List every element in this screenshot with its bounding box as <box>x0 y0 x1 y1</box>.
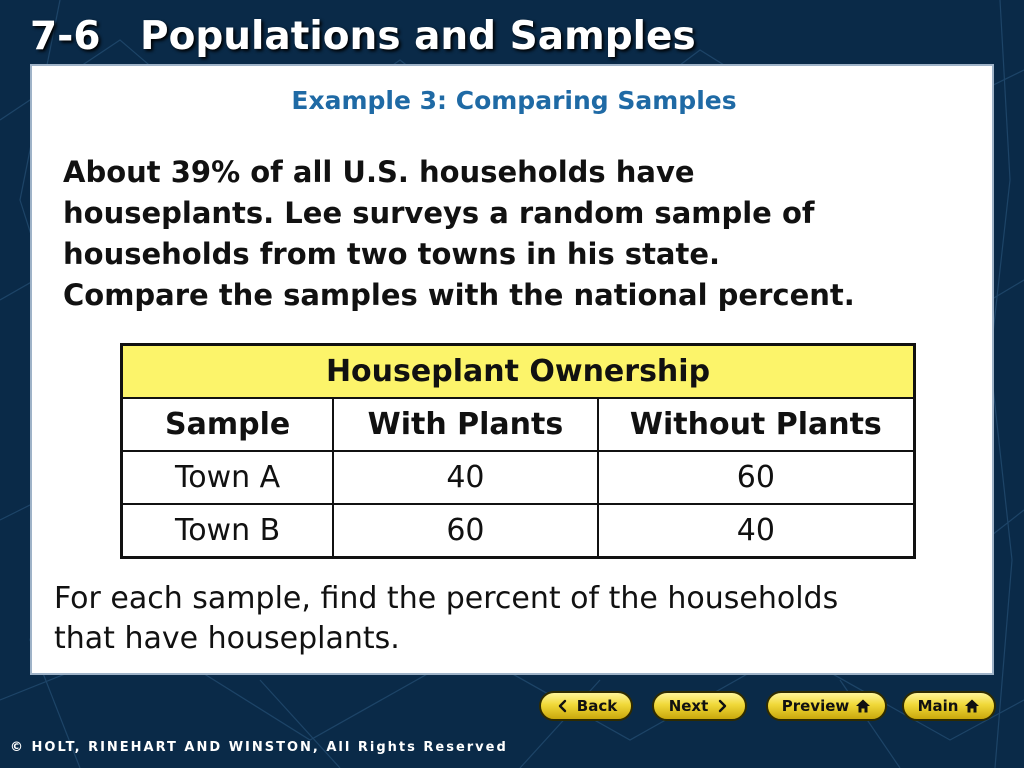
table-header-row <box>122 398 915 451</box>
column-header: Without Plants <box>598 398 915 451</box>
lesson-title <box>30 14 696 70</box>
example-heading: Example 3: Comparing Samples <box>291 86 737 115</box>
lesson-number: 7-6 <box>30 14 101 59</box>
table-cell: 40 <box>333 451 598 504</box>
instruction-text: For each sample, find the percent of the households that have houseplants. <box>54 581 839 656</box>
chevron-left-icon <box>555 698 571 714</box>
table-row <box>122 451 915 504</box>
preview-button[interactable] <box>766 691 887 721</box>
table-cell: Town A <box>122 451 334 504</box>
column-header: Sample <box>122 398 334 451</box>
problem-text: About 39% of all U.S. households have houseplants. Lee surveys a random sample of households from two towns in his state. Compare the samples with the national percent. <box>63 155 855 312</box>
table-caption: Houseplant Ownership <box>122 345 915 399</box>
table-cell: 40 <box>598 504 915 558</box>
next-button-label: Next <box>668 697 709 715</box>
copyright-notice: © HOLT, RINEHART AND WINSTON, All Rights Reserved <box>10 740 508 755</box>
preview-button-label: Preview <box>781 697 850 715</box>
table-cell: 60 <box>333 504 598 558</box>
next-button[interactable] <box>652 691 747 721</box>
table-caption-row <box>122 345 915 399</box>
table-cell: 60 <box>598 451 915 504</box>
main-button-label: Main <box>917 697 959 715</box>
back-button[interactable] <box>539 691 633 721</box>
table-cell: Town B <box>122 504 334 558</box>
slide-panel <box>30 64 994 675</box>
column-header: With Plants <box>333 398 598 451</box>
back-button-label: Back <box>576 697 618 715</box>
table-row <box>122 504 915 558</box>
home-icon <box>964 698 980 714</box>
main-button[interactable] <box>902 691 996 721</box>
lesson-title-text: Populations and Samples <box>140 14 696 59</box>
houseplant-table <box>120 343 916 559</box>
chevron-right-icon <box>714 698 730 714</box>
home-icon <box>855 698 871 714</box>
